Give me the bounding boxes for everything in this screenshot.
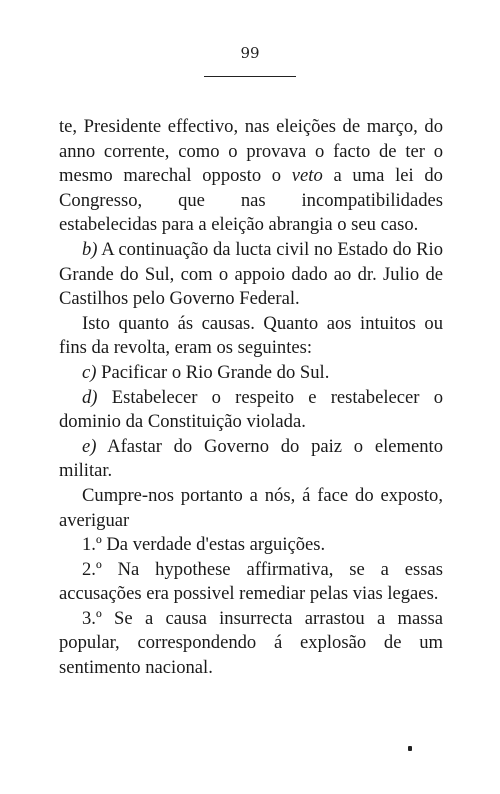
- paragraph-point-2: [59, 558, 443, 607]
- item-marker: b): [82, 238, 98, 260]
- text-run: a uma lei do Congresso, que nas incompatibilidades estabelecidas para a eleição abrangia o seu caso.: [59, 165, 443, 236]
- item-marker: c): [82, 361, 97, 383]
- paragraph-point-3: [59, 607, 443, 681]
- paragraph-item-c: [59, 361, 443, 386]
- paragraph-point-1: [59, 533, 443, 558]
- text-run: Afastar do Governo do paiz o elemento militar.: [59, 435, 443, 482]
- paragraph-intentions: [59, 312, 443, 361]
- paragraph-averiguar: [59, 484, 443, 533]
- paragraph-item-d: [59, 386, 443, 435]
- text-run: 2.º Na hypothese affirmativa, se a essas accusações era possivel remediar pelas vias legaes.: [59, 558, 443, 605]
- text-run: Cumpre-nos portanto a nós, á face do exposto, averiguar: [59, 484, 443, 531]
- text-run-italic: veto: [291, 165, 323, 187]
- item-marker: d): [82, 386, 98, 408]
- paragraph-item-b: [59, 238, 443, 312]
- item-marker: e): [82, 435, 97, 457]
- text-run: te, Presidente effectivo, nas eleições de março, do anno corrente, como o provava o facto de ter o mesmo marechal opposto o: [59, 116, 443, 187]
- text-run: 3.º Se a causa insurrecta arrastou a massa popular, correspondendo á explosão de um sentimento nacional.: [59, 607, 443, 679]
- text-run: Pacificar o Rio Grande do Sul.: [96, 361, 330, 383]
- page-number: 99: [240, 44, 260, 62]
- text-run: A continuação da lucta civil no Estado do Rio Grande do Sul, com o appoio dado ao dr. Julio de Castilhos pelo Governo Federal.: [59, 238, 443, 310]
- paragraph-continuation: [59, 115, 443, 238]
- header-rule: [204, 76, 296, 77]
- text-run: Estabelecer o respeito e restabelecer o dominio da Constituição violada.: [59, 386, 443, 433]
- paragraph-item-e: [59, 435, 443, 484]
- ink-speck: [408, 746, 412, 751]
- body-text: [59, 115, 443, 681]
- text-run: 1.º Da verdade d'estas arguições.: [82, 534, 326, 556]
- text-run: Isto quanto ás causas. Quanto aos intuitos ou fins da revolta, eram os seguintes:: [59, 312, 443, 359]
